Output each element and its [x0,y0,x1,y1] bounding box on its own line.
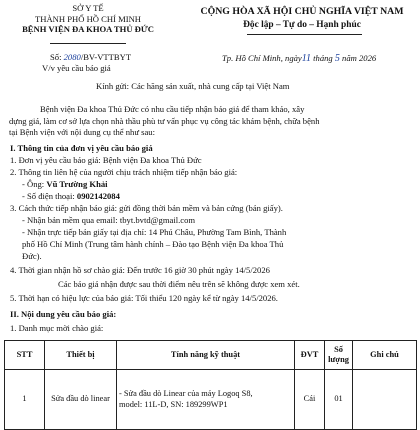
issue-date: Tp. Hồ Chí Minh, ngày11 tháng 5 năm 2026 [222,53,377,64]
intro-line-1: Bệnh viện Đa khoa Thủ Đức có nhu cầu tiếp nhận báo giá để tham khảo, xây [40,104,305,114]
section-1-item-5: 5. Thời hạn có hiệu lực của báo giá: Tối thiểu 120 ngày kể từ ngày 14/5/2026. [10,293,278,303]
issuer-underline [50,43,126,44]
col-header-spec: Tính năng kỹ thuật [117,341,295,370]
date-day-handwritten: 11 [301,53,311,64]
col-header-note: Ghi chú [353,341,417,370]
greeting: Kính gửi: Các hãng sản xuất, nhà cung cấp tại Việt Nam [96,81,290,91]
cell-qty: 01 [325,370,353,430]
nation-title: CỘNG HÒA XÃ HỘI CHỦ NGHĨA VIỆT NAM [200,6,404,17]
table-header-row [5,341,417,370]
section-1-item-4: 4. Thời gian nhận hồ sơ chào giá: Đến trước 16 giờ 30 phút ngày 14/5/2026 [10,265,270,275]
cell-unit: Cái [295,370,325,430]
section-2-item-1: 1. Danh mục mời chào giá: [10,323,104,333]
section-1-item-2: 2. Thông tin liên hệ của người chịu trách nhiệm tiếp nhận báo giá: [10,167,238,177]
cell-spec: - Sửa đầu dò Linear của máy Logoq S8, model: 11L-D, SN: 189299WP1 [117,370,295,430]
quote-items-table [4,340,417,430]
section-1-item-1: 1. Đơn vị yêu cầu báo giá: Bệnh viện Đa khoa Thủ Đức [10,155,202,165]
address-line-3: Đức). [22,251,42,261]
section-1-item-3: 3. Cách thức tiếp nhận báo giá: gửi đồng thời bản mềm và bản cứng (bản giấy). [10,203,283,213]
city-name: THÀNH PHỐ HỒ CHÍ MINH [35,13,141,24]
date-month-handwritten: 5 [334,53,340,64]
col-header-unit: ĐVT [295,341,325,370]
doc-number: Số: 2080/BV-VTTBYT [50,52,132,62]
contact-name: - Ông: Vũ Trường Khải [22,179,108,189]
intro-line-2: dựng giá, làm cơ sở lựa chọn nhà thầu phù tư vấn phục vụ công tác khám bệnh, chữa bệnh [9,116,320,126]
ministry-name: SỞ Y TẾ [72,3,104,13]
cell-stt: 1 [5,370,45,430]
nation-motto: Độc lập – Tự do – Hạnh phúc [243,20,361,30]
col-header-stt: STT [5,341,45,370]
section-1-title: I. Thông tin của đơn vị yêu cầu báo giá [10,143,153,153]
hospital-name: BỆNH VIỆN ĐA KHOA THỦ ĐỨC [22,24,154,35]
cell-device: Sửa đầu dò linear [45,370,117,430]
doc-number-handwritten: 2080 [63,52,81,62]
deadline-note: Các báo giá nhận được sau thời điểm nêu trên sẽ không được xem xét. [58,279,300,289]
email-line: - Nhận bản mềm qua email: tbyt.bvtd@gmail.com [22,215,196,225]
address-line-1: - Nhận trực tiếp bản giấy tại địa chỉ: 14 Phú Châu, Phường Tam Bình, Thành [22,227,287,237]
address-line-2: phố Hồ Chí Minh (Trung tâm hành chính – Đào tạo Bệnh viện Đa khoa Thủ [22,239,284,249]
col-header-device: Thiết bị [45,341,117,370]
intro-line-3: tại Bệnh viện với nội dung cụ thể như sau: [9,127,155,137]
doc-subject: V/v yêu cầu báo giá [42,63,111,73]
motto-underline [247,34,362,35]
col-header-qty: Số lượng [325,341,353,370]
contact-phone: - Số điện thoại: 0902142084 [22,191,120,201]
section-2-title: II. Nội dung yêu cầu báo giá: [10,309,117,319]
issuer-block [4,3,172,35]
